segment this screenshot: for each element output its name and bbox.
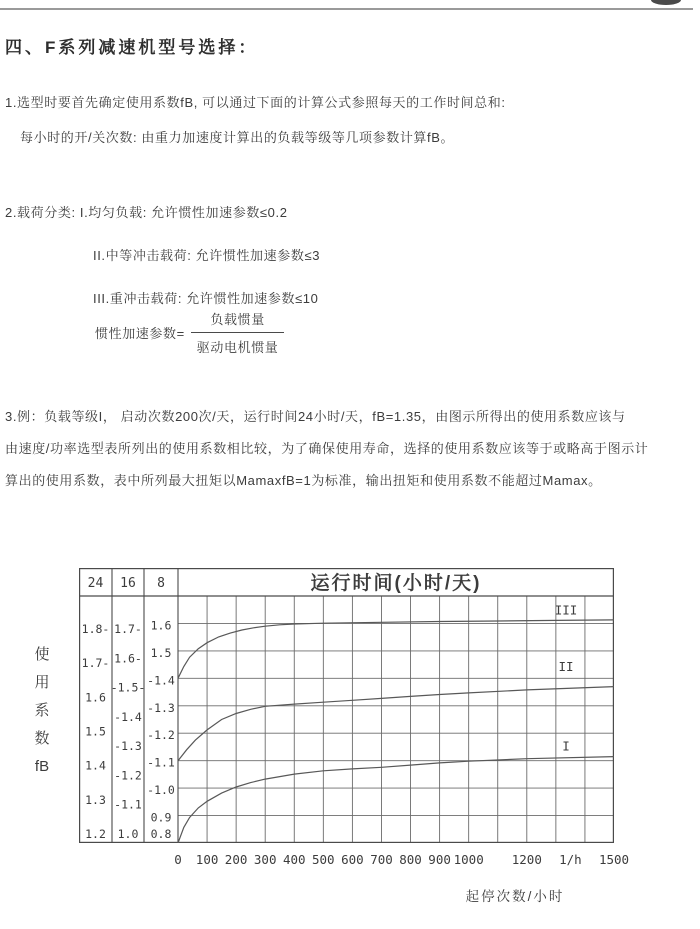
curve-II [178, 687, 614, 761]
x-tick-700: 700 [370, 852, 393, 867]
y-axis-title-char: 系 [34, 702, 50, 719]
chart-title: 运行时间(小时/天) [310, 573, 482, 594]
y-axis-title-char: 数 [34, 730, 50, 747]
scale16-label: 1.7- [114, 622, 142, 636]
scale-header-8: 8 [157, 576, 165, 591]
scale24-label: 1.3 [85, 792, 106, 807]
section2-line1: 2.载荷分类: I.均匀负载: 允许惯性加速参数≤0.2 [5, 205, 288, 220]
chart-y-axis-title [28, 641, 56, 781]
scale8-label: 0.8 [150, 827, 172, 841]
x-tick-1200: 1200 [511, 852, 542, 867]
top-horizontal-rule [0, 8, 693, 10]
scale24-label: 1.8- [81, 622, 110, 636]
scale8-label: -1.0 [147, 783, 175, 798]
scale16-label: -1.4 [114, 709, 142, 724]
service-factor-chart [79, 568, 614, 843]
curve-I [178, 757, 614, 843]
x-tick-500: 500 [312, 852, 335, 867]
scale24-label: 1.7- [81, 656, 110, 671]
x-tick-900: 900 [428, 852, 451, 867]
scale8-label: -1.1 [147, 755, 175, 770]
scale8-label: 1.5 [150, 645, 172, 660]
formula-numerator: 负载惯量 [210, 312, 265, 327]
chart-svg [79, 568, 614, 843]
section3-line3: 算出的使用系数，表中所列最大扭矩以MamaxfB=1为标准，输出扭矩和使用系数不能超过Mamax。 [5, 473, 602, 488]
chart-x-axis-caption: 起停次数/小时 [465, 889, 565, 904]
curve-III [178, 620, 614, 678]
y-axis-title-char: 用 [34, 674, 50, 691]
x-tick-1500: 1500 [598, 852, 630, 867]
x-tick-300: 300 [253, 852, 277, 867]
inertia-formula [95, 309, 284, 356]
scale24-label: 1.5 [85, 724, 106, 739]
scale16-label: -1.1 [114, 797, 142, 812]
chart-x-tick-labels [79, 852, 630, 868]
x-tick-200: 200 [224, 852, 248, 867]
cropped-logo-fragment-icon [651, 0, 681, 5]
y-axis-title-char: fB [34, 758, 50, 775]
x-tick-400: 400 [283, 852, 306, 867]
scale-header-24: 24 [87, 576, 104, 591]
scale-header-16: 16 [120, 576, 136, 591]
scale8-label: -1.2 [147, 728, 175, 743]
scale16-label: -1.2 [114, 768, 142, 783]
scale16-label: -1.5- [110, 680, 146, 695]
section1-line1: 1.选型时要首先确定使用系数fB, 可以通过下面的计算公式参照每天的工作时间总和: [5, 95, 506, 110]
scale8-label: -1.3 [147, 700, 175, 715]
formula-lhs: 惯性加速参数= [95, 326, 185, 341]
x-tick-600: 600 [341, 852, 364, 867]
section3-line2: 由速度/功率选型表所列出的使用系数相比较，为了确保使用寿命，选择的使用系数应该等于或略高于图示计 [5, 441, 649, 456]
section2-line2: II.中等冲击载荷: 允许惯性加速参数≤3 [93, 248, 321, 263]
scale16-label: 1.0 [117, 827, 139, 841]
scale24-label: 1.2 [85, 827, 106, 841]
section3-line1: 3.例：负载等级I， 启动次数200次/天，运行时间24小时/天，fB=1.35，由图示所得出的使用系数应该与 [5, 409, 626, 424]
formula-fraction [191, 309, 285, 356]
scale16-label: -1.3 [114, 739, 142, 754]
curve-label-II: II [558, 658, 574, 674]
scale8-label: -1.4 [147, 673, 175, 688]
x-unit-label: 1/h [559, 852, 582, 867]
x-tick-100: 100 [195, 852, 219, 867]
scale16-label: 1.6- [114, 651, 142, 666]
scale24-label: 1.4 [85, 758, 106, 773]
section2-line3: III.重冲击载荷: 允许惯性加速参数≤10 [93, 291, 319, 306]
page-title: 四、F系列减速机型号选择： [5, 38, 259, 57]
scale8-label: 1.6 [150, 618, 172, 633]
curve-label-I: I [562, 738, 570, 754]
x-tick-800: 800 [399, 852, 422, 867]
scale24-label: 1.6 [85, 690, 106, 705]
x-tick-1000: 1000 [453, 852, 484, 867]
formula-denominator: 驱动电机惯量 [191, 332, 285, 356]
y-axis-title-char: 使 [34, 646, 50, 663]
section1-line2: 每小时的开/关次数: 由重力加速度计算出的负载等级等几项参数计算fB。 [20, 130, 455, 145]
x-tick-0: 0 [174, 852, 182, 867]
curve-label-III: III [554, 602, 578, 618]
scale8-label: 0.9 [150, 810, 172, 825]
